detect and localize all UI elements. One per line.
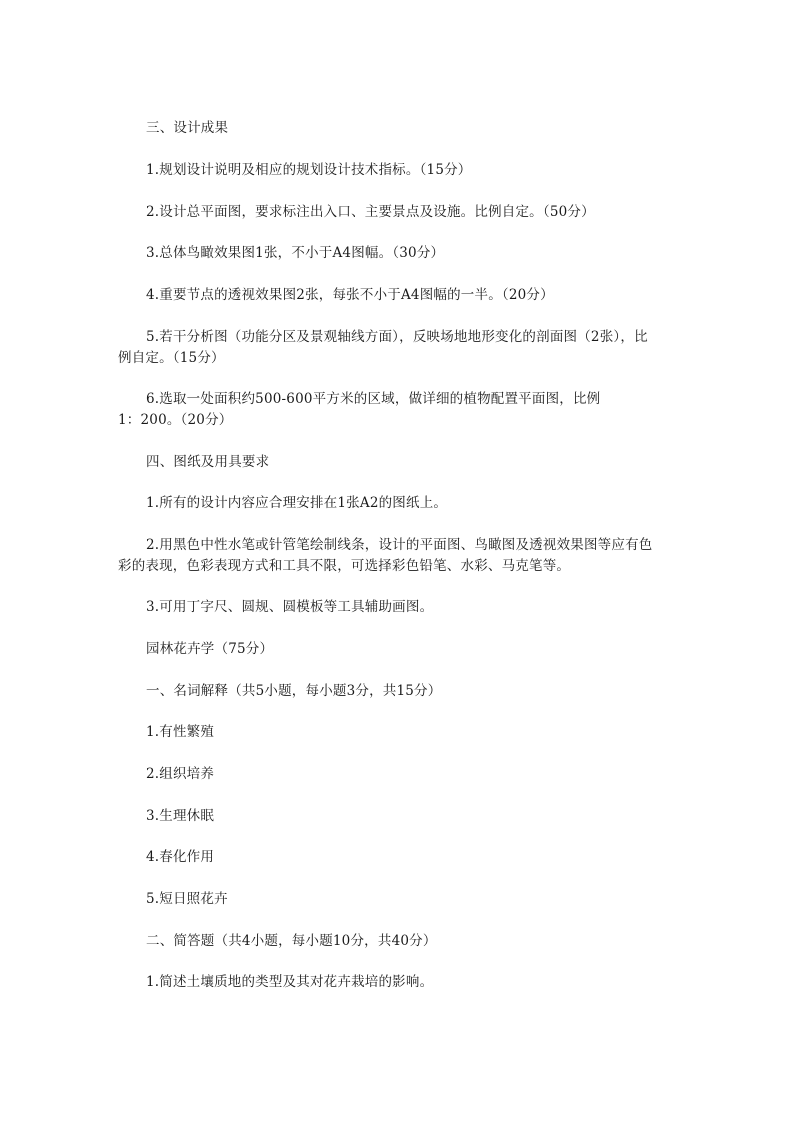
section-three-heading: 三、设计成果 <box>146 120 229 136</box>
section-four-item-3: 3.可用丁字尺、圆规、圆模板等工具辅助画图。 <box>146 599 434 615</box>
question-1: 1.简述土壤质地的类型及其对花卉栽培的影响。 <box>146 974 434 990</box>
section-three-item-5-line-2: 例自定。（15分） <box>118 350 225 366</box>
term-2: 2.组织培养 <box>146 766 215 782</box>
section-four-item-2-line-2: 彩的表现，色彩表现方式和工具不限，可选择彩色铅笔、水彩、马克笔等。 <box>118 558 571 574</box>
term-5: 5.短日照花卉 <box>146 891 228 907</box>
section-four-item-1: 1.所有的设计内容应合理安排在1张A2的图纸上。 <box>146 495 448 511</box>
section-three-item-6 <box>118 389 678 431</box>
section-three-item-6-line-1: 6.选取一处面积约500-600平方米的区域，做详细的植物配置平面图，比例 <box>146 391 601 407</box>
section-four-item-2-line-1: 2.用黑色中性水笔或针管笔绘制线条，设计的平面图、鸟瞰图及透视效果图等应有色 <box>146 537 653 553</box>
term-3: 3.生理休眠 <box>146 808 215 824</box>
section-four-heading: 四、图纸及用具要求 <box>146 454 270 470</box>
term-4: 4.春化作用 <box>146 849 215 865</box>
section-three-item-5 <box>118 327 678 369</box>
section-three-item-1: 1.规划设计说明及相应的规划设计技术指标。（15分） <box>146 162 472 178</box>
floriculture-title: 园林花卉学（75分） <box>146 641 274 657</box>
section-three-item-3: 3.总体鸟瞰效果图1张，不小于A4图幅。（30分） <box>146 245 445 261</box>
part-two-heading: 二、简答题（共4小题，每小题10分，共40分） <box>146 933 437 949</box>
term-1: 1.有性繁殖 <box>146 724 215 740</box>
section-three-item-6-line-2: 1：200。（20分） <box>118 412 233 428</box>
section-three-item-2: 2.设计总平面图，要求标注出入口、主要景点及设施。比例自定。（50分） <box>146 204 595 220</box>
part-one-heading: 一、名词解释（共5小题，每小题3分，共15分） <box>146 683 442 699</box>
section-three-item-4: 4.重要节点的透视效果图2张，每张不小于A4图幅的一半。（20分） <box>146 287 554 303</box>
section-three-item-5-line-1: 5.若干分析图（功能分区及景观轴线方面），反映场地地形变化的剖面图（2张），比 <box>146 329 648 345</box>
section-four-item-2 <box>118 535 678 577</box>
